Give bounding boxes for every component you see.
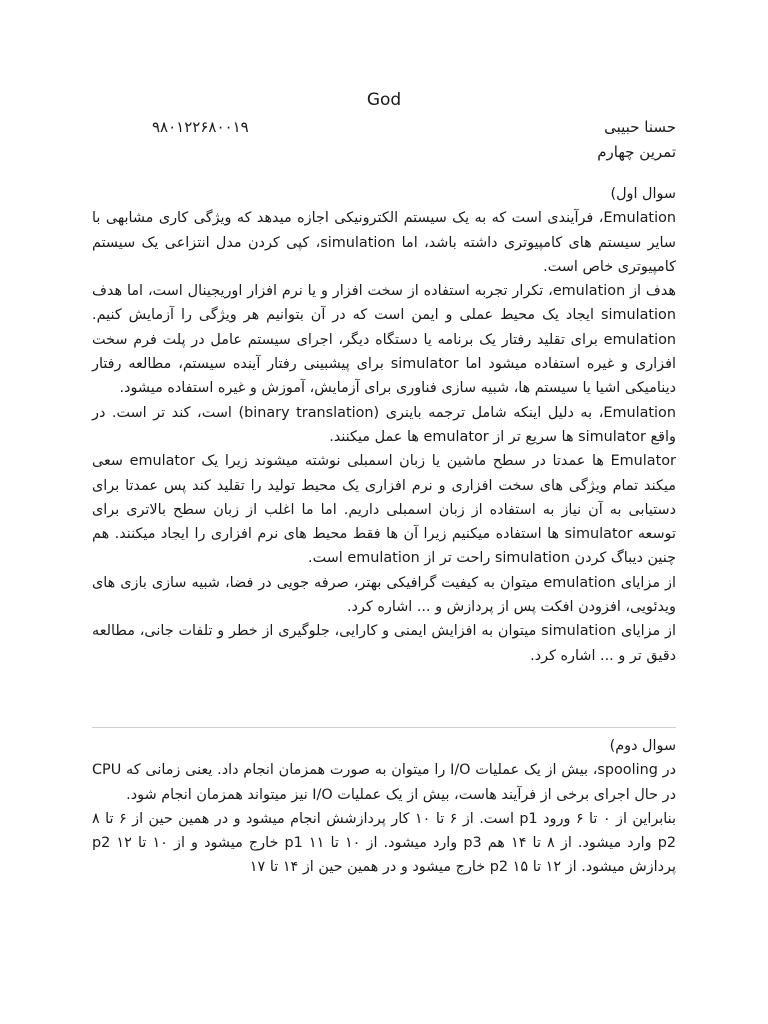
question-1-paragraph: از مزایای simulation میتوان به افزایش ایمنی و کارایی، جلوگیری از خطر و تلفات جانی، مطالعه دقیق تر و ... اشاره کرد. (92, 623, 677, 664)
question-1-paragraph: Emulator ها عمدتا در سطح ماشین یا زبان اسمبلی نوشته میشوند زیرا یک emulator سعی میکند تمام ویژگی های سخت افزاری و نرم افزاری یک محیط تولید را تقلید کند پس عمدتا برای دستیابی به آن نیاز به استفاده از زبان اسمبلی داریم. اما ما اغلب از زبان سطح بالاتری برای توسعه simulator ها استفاده میکنیم زیرا آن ها فقط محیط های نرم افزاری را ایجاد میکنند. هم چنین دیباگ کردن simulation راحت تر از emulation است. (92, 453, 676, 567)
exercise-title: تمرین چهارم (597, 143, 676, 161)
question-1-section (92, 182, 676, 668)
question-2-paragraph: بنابراین از ۰ تا ۶ ورود p1 است. از ۶ تا ۱۰ کار پردازشش انجام میشود و در همین حین از ۶ تا ۸ p2 وارد میشود. از ۸ تا ۱۴ هم p3 وارد میشود. از ۱۰ تا ۱۱ p1 خارج میشود و از ۱۰ تا ۱۲ p2 پردازش میشود. از ۱۲ تا ۱۵ p2 خارج میشود و در همین حین از ۱۴ تا ۱۷ (92, 810, 677, 876)
question-2-paragraph: در spooling، بیش از یک عملیات I/O را میتوان به صورت همزمان انجام داد. یعنی زمانی که CPU در حال اجرای برخی از فرآیند هاست، بیش از یک عملیات I/O نیز میتواند همزمان انجام شود. (92, 762, 676, 803)
question-1-paragraph: هدف از emulation، تکرار تجربه استفاده از سخت افزار و یا نرم افزار اوریجینال است، اما هدف simulation ایجاد یک محیط عملی و ایمن است که در آن بتوانیم هر ویژگی را آزمایش کنیم. emulation برای تقلید رفتار یک برنامه یا دستگاه دیگر، اجرای سیستم عامل در پلت فرم سخت افزاری و غیره استفاده میشود اما simulator برای پیشبینی رفتار آینده سیستم، مطالعه رفتار دینامیکی اشیا یا سیستم ها، شبیه سازی فناوری برای آزمایش، آموزش و غیره استفاده میشود. (92, 283, 676, 397)
student-id: ۹۸۰۱۲۲۶۸۰۰۱۹ (152, 118, 249, 136)
question-1-paragraph: Emulation، به دلیل اینکه شامل ترجمه باینری (binary translation) است، کند تر است. در واقع simulator ها سریع تر از emulator ها عمل میکنند. (92, 404, 676, 445)
question-1-paragraph: Emulation، فرآیندی است که به یک سیستم الکترونیکی اجازه میدهد که ویژگی کاری مشابهی با سایر سیستم های کامپیوتری داشته باشد، اما simulation، کپی کردن مدل انتزاعی یک سیستم کامپیوتری خاص است. (92, 210, 676, 275)
question-2-section (92, 734, 676, 880)
student-name: حسنا حبیبی (604, 118, 676, 136)
document-title: God (366, 90, 402, 110)
page-divider (92, 727, 676, 728)
question-1-paragraph: از مزایای emulation میتوان به کیفیت گرافیکی بهتر، صرفه جویی در فضا، شبیه سازی بازی های ویدئویی، افزودن افکت پس از پردازش و ... اشاره کرد. (92, 574, 676, 616)
question-2-heading: سوال دوم) (609, 738, 676, 754)
question-1-heading: سوال اول) (610, 186, 676, 202)
